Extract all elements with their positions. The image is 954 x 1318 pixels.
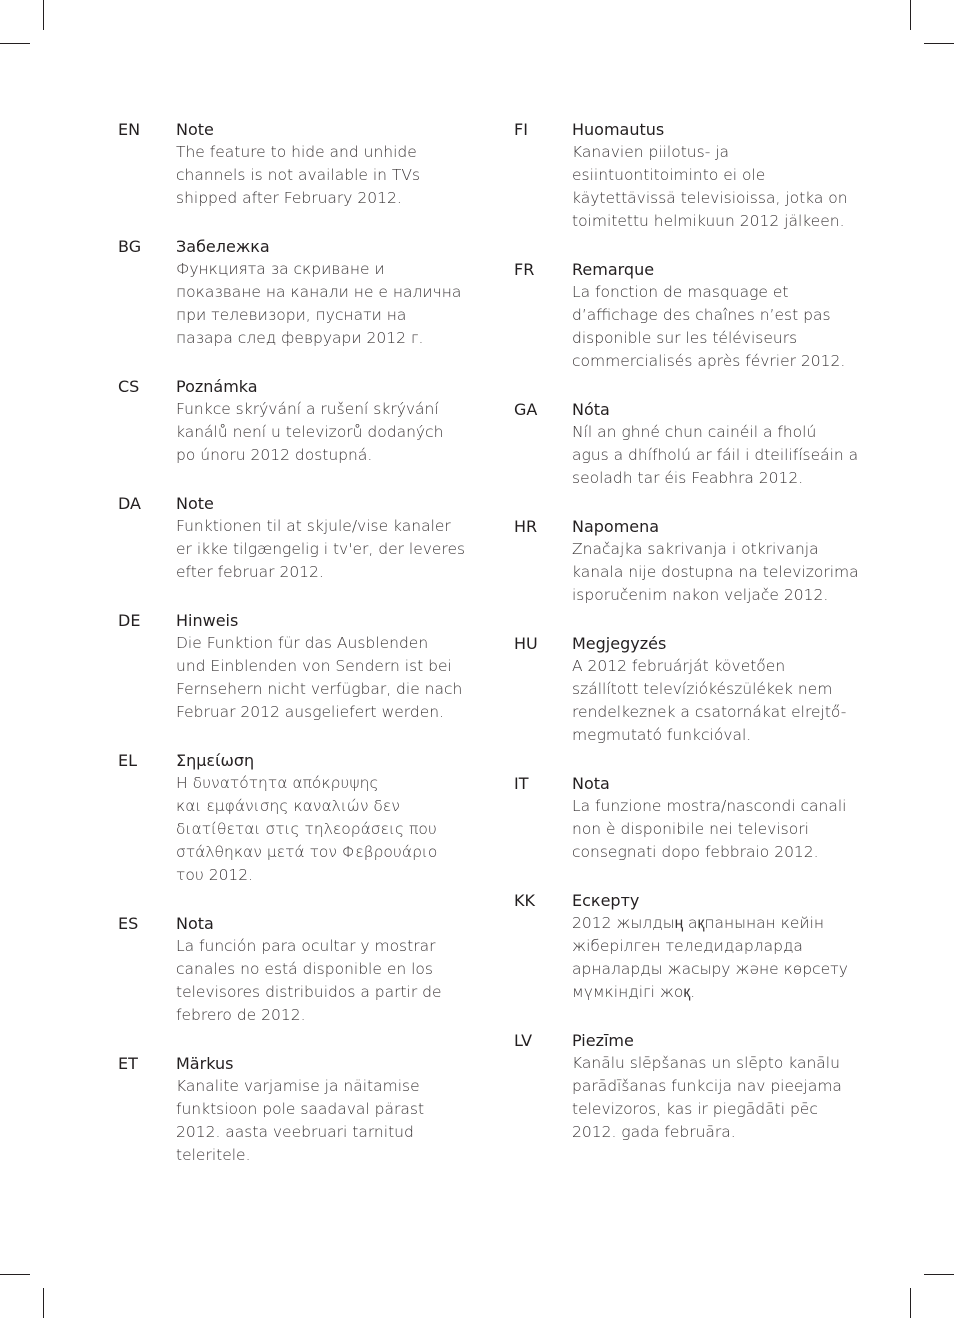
note-body — [572, 538, 934, 607]
crop-mark-top-right-horizontal — [924, 43, 954, 44]
language-code: GA — [514, 400, 538, 419]
note-body-line: пазара след февруари 2012 г. — [176, 329, 424, 347]
note-body-line: Februar 2012 ausgeliefert werden. — [176, 703, 445, 721]
note-body-line: Η δυνατότητα απόκρυψης — [176, 774, 379, 792]
note-body-line: disponible sur les téléviseurs — [572, 329, 798, 347]
note-heading: Poznámka — [176, 377, 258, 396]
note-body-line: er ikke tilgængelig i tv'er, der leveres — [176, 540, 466, 558]
language-note-cs — [118, 375, 538, 467]
note-body — [176, 1075, 538, 1167]
note-body-line: A 2012 februárját követően — [572, 657, 786, 675]
note-heading: Megjegyzés — [572, 634, 667, 653]
note-body-line: του 2012. — [176, 866, 254, 884]
language-code: BG — [118, 237, 142, 256]
note-body-line: και εμφάνισης καναλιών δεν — [176, 797, 400, 815]
crop-mark-top-left-horizontal — [0, 43, 30, 44]
note-content — [572, 515, 934, 607]
language-note-fr — [514, 258, 934, 373]
language-note-lv — [514, 1029, 934, 1144]
note-heading: Märkus — [176, 1054, 234, 1073]
language-note-it — [514, 772, 934, 864]
note-body-line: арналарды жасыру және көрсету — [572, 960, 848, 978]
note-body-line: 2012. aasta veebruari tarnitud — [176, 1123, 414, 1141]
language-code: DE — [118, 611, 141, 630]
note-body — [176, 772, 538, 887]
crop-mark-bottom-left-vertical — [43, 1288, 44, 1318]
crop-mark-bottom-right-horizontal — [924, 1274, 954, 1275]
language-code: EL — [118, 751, 138, 770]
note-body-line: 2012. gada februāra. — [572, 1123, 736, 1141]
language-code: CS — [118, 377, 140, 396]
note-body-line: при телевизори, пуснати на — [176, 306, 407, 324]
note-content — [572, 398, 934, 490]
note-content — [176, 609, 538, 724]
note-content — [176, 118, 538, 210]
language-code: HR — [514, 517, 538, 536]
note-body-line: televizoros, kas ir piegādāti pēc — [572, 1100, 818, 1118]
note-content — [572, 632, 934, 747]
note-heading: Hinweis — [176, 611, 239, 630]
note-body-line: Kanavien piilotus- ja — [572, 143, 730, 161]
language-note-hu — [514, 632, 934, 747]
note-body-line: funktsioon pole saadaval pärast — [176, 1100, 425, 1118]
note-body — [572, 912, 934, 1004]
note-body-line: und Einblenden von Sendern ist bei — [176, 657, 452, 675]
language-note-et — [118, 1052, 538, 1167]
note-body-line: διατίθεται στις τηλεοράσεις που — [176, 820, 437, 838]
note-body-line: Fernsehern nicht verfügbar, die nach — [176, 680, 463, 698]
note-content — [572, 118, 934, 233]
note-content — [176, 912, 538, 1027]
language-code: FI — [514, 120, 528, 139]
note-body — [176, 398, 538, 467]
note-body-line: Níl an ghné chun cainéil a fholú — [572, 423, 817, 441]
crop-mark-bottom-left-horizontal — [0, 1274, 30, 1275]
note-body-line: po únoru 2012 dostupná. — [176, 446, 373, 464]
note-heading: Ескерту — [572, 891, 640, 910]
note-body — [176, 935, 538, 1027]
note-content — [572, 772, 934, 864]
note-body-line: The feature to hide and unhide — [176, 143, 417, 161]
note-body-line: non è disponibile nei televisori — [572, 820, 809, 838]
note-content — [176, 1052, 538, 1167]
note-body-line: Функцията за скриване и — [176, 260, 385, 278]
note-body-line: canales no está disponible en los — [176, 960, 433, 978]
crop-mark-top-right-vertical — [910, 0, 911, 30]
note-body — [176, 515, 538, 584]
note-body-line: parādīšanas funkcija nav pieejama — [572, 1077, 842, 1095]
language-note-kk — [514, 889, 934, 1004]
note-body-line: efter februar 2012. — [176, 563, 324, 581]
note-body-line: Die Funktion für das Ausblenden — [176, 634, 429, 652]
note-body-line: kanálů není u televizorů dodaných — [176, 423, 444, 441]
note-body — [176, 632, 538, 724]
right-column — [514, 118, 934, 1169]
note-body-line: teleritele. — [176, 1146, 251, 1164]
note-content — [176, 492, 538, 584]
note-body-line: toimitettu helmikuun 2012 jälkeen. — [572, 212, 845, 230]
note-body-line: жіберілген теледидарларда — [572, 937, 803, 955]
language-code: ES — [118, 914, 139, 933]
note-body-line: agus a dhífholú ar fáil i dteilifíseáin a — [572, 446, 859, 464]
note-body — [572, 1052, 934, 1144]
note-heading: Nota — [176, 914, 214, 933]
note-heading: Note — [176, 494, 214, 513]
language-note-es — [118, 912, 538, 1027]
crop-mark-bottom-right-vertical — [910, 1288, 911, 1318]
language-note-en — [118, 118, 538, 210]
language-code: ET — [118, 1054, 138, 1073]
note-body-line: мүмкіндігі жоқ. — [572, 983, 696, 1001]
note-body — [572, 795, 934, 864]
language-note-hr — [514, 515, 934, 607]
note-body-line: 2012 жылдың ақпанынан кейін — [572, 914, 825, 932]
note-body-line: Funkce skrývání a rušení skrývání — [176, 400, 439, 418]
left-column — [118, 118, 538, 1192]
note-heading: Piezīme — [572, 1031, 634, 1050]
note-body-line: megmutató funkcióval. — [572, 726, 752, 744]
note-body-line: Značajka sakrivanja i otkrivanja — [572, 540, 819, 558]
language-note-el — [118, 749, 538, 887]
language-code: IT — [514, 774, 529, 793]
language-note-de — [118, 609, 538, 724]
note-body-line: rendelkeznek a csatornákat elrejtő- — [572, 703, 847, 721]
note-heading: Σημείωση — [176, 751, 255, 770]
language-code: DA — [118, 494, 141, 513]
note-body-line: показване на канали не е налична — [176, 283, 462, 301]
note-body-line: shipped after February 2012. — [176, 189, 402, 207]
note-body — [176, 141, 538, 210]
note-body — [572, 421, 934, 490]
note-heading: Nota — [572, 774, 610, 793]
note-heading: Забележка — [176, 237, 270, 256]
note-body-line: commercialisés après février 2012. — [572, 352, 846, 370]
note-heading: Note — [176, 120, 214, 139]
note-content — [176, 749, 538, 887]
note-heading: Remarque — [572, 260, 655, 279]
note-body-line: käytettävissä televisioissa, jotka on — [572, 189, 848, 207]
note-body-line: La fonction de masquage et — [572, 283, 789, 301]
note-body — [572, 281, 934, 373]
note-body-line: Kanalite varjamise ja näitamise — [176, 1077, 420, 1095]
note-body-line: channels is not available in TVs — [176, 166, 421, 184]
note-body-line: Kanālu slēpšanas un slēpto kanālu — [572, 1054, 840, 1072]
note-heading: Nóta — [572, 400, 610, 419]
crop-mark-top-left-vertical — [43, 0, 44, 30]
note-body-line: televisores distribuidos a partir de — [176, 983, 442, 1001]
note-body-line: isporučenim nakon veljače 2012. — [572, 586, 829, 604]
note-body-line: seoladh tar éis Feabhra 2012. — [572, 469, 804, 487]
note-heading: Napomena — [572, 517, 660, 536]
note-content — [176, 375, 538, 467]
language-code: FR — [514, 260, 535, 279]
language-code: KK — [514, 891, 535, 910]
note-content — [572, 258, 934, 373]
language-note-fi — [514, 118, 934, 233]
note-body-line: στάλθηκαν μετά τον Φεβρουάριο — [176, 843, 438, 861]
note-body-line: febrero de 2012. — [176, 1006, 306, 1024]
note-content — [176, 235, 538, 350]
note-body-line: Funktionen til at skjule/vise kanaler — [176, 517, 451, 535]
language-code: EN — [118, 120, 141, 139]
note-body-line: esiintuontitoiminto ei ole — [572, 166, 766, 184]
note-body-line: consegnati dopo febbraio 2012. — [572, 843, 819, 861]
note-body-line: La funzione mostra/nascondi canali — [572, 797, 847, 815]
note-content — [572, 1029, 934, 1144]
language-code: HU — [514, 634, 538, 653]
note-body — [572, 141, 934, 233]
note-heading: Huomautus — [572, 120, 665, 139]
note-body-line: d’affichage des chaînes n’est pas — [572, 306, 831, 324]
note-content — [572, 889, 934, 1004]
note-body — [176, 258, 538, 350]
language-note-bg — [118, 235, 538, 350]
note-body-line: La función para ocultar y mostrar — [176, 937, 436, 955]
language-note-da — [118, 492, 538, 584]
language-code: LV — [514, 1031, 533, 1050]
language-note-ga — [514, 398, 934, 490]
note-body — [572, 655, 934, 747]
note-body-line: kanala nije dostupna na televizorima — [572, 563, 859, 581]
note-body-line: szállított televíziókészülékek nem — [572, 680, 833, 698]
